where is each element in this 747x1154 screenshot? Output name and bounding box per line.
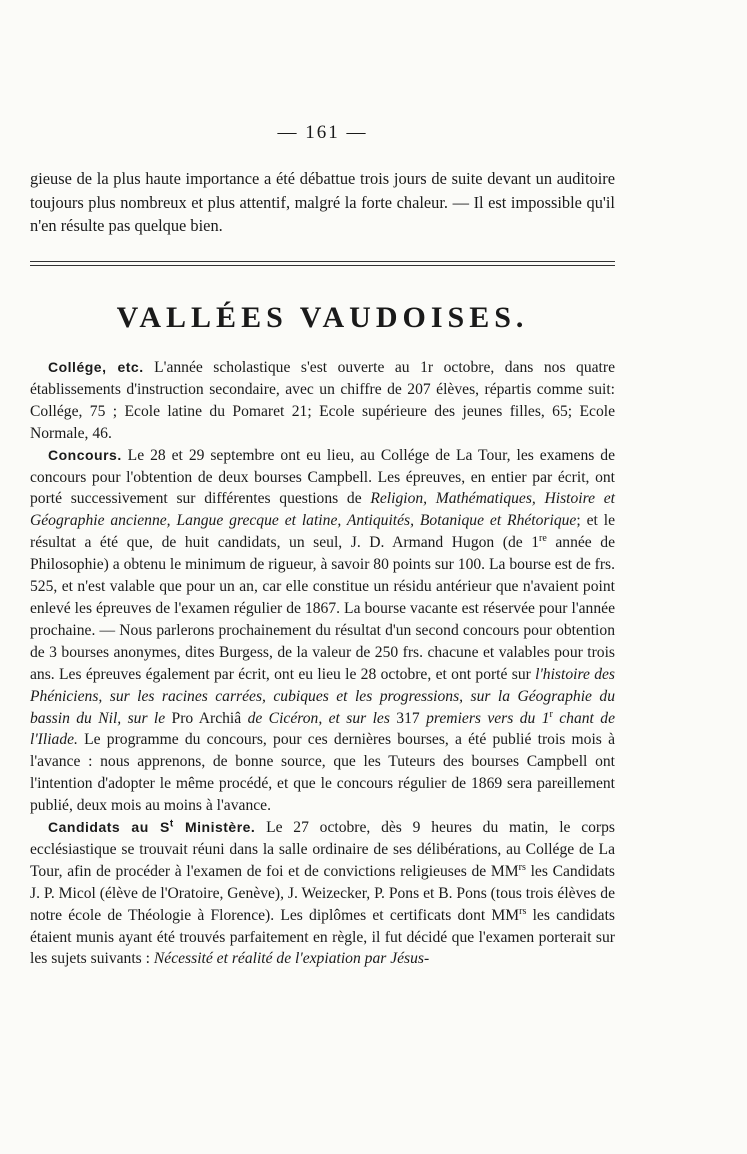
carryover-text: gieuse de la plus haute importance a été débattue trois jours de suite devant un auditoire toujours plus nombreux et plus attentif, malgré la forte chaleur. — Il est impossible qu'il n'en résulte pas quelque bien. (30, 169, 615, 235)
divider-line-bottom (30, 265, 615, 266)
candidats-italic-1: Nécessité et réalité de l'expiation par Jésus- (153, 950, 430, 968)
candidats-heading-sup: t (169, 818, 174, 830)
run-in-heading-concours: Concours. (48, 446, 122, 463)
concours-text-4: Pro Archiâ (165, 709, 248, 727)
concours-text-3: année de Philosophie) a obtenu le minimum de rigueur, à savoir 80 points sur 100. La bourse est de frs. 525, et n'est valable que pour un an, car elle constitue un résidu antérieur que n'avaient point enlevé les épreuves de l'examen régulier de 1867. La bourse vacante est réservée pour l'année prochaine. — Nous parlerons prochainement du résultat d'un second concours pour obtention de 3 bourses anonymes, dites Burgess, de la valeur de 250 frs. chacune et valables pour trois ans. Les épreuves également par écrit, ont eu lieu le 28 octobre, et ont porté sur (30, 534, 615, 683)
concours-italic-5: chant de l'Iliade. (30, 709, 615, 749)
candidats-heading-b: Ministère. (173, 819, 256, 836)
candidats-text-1: Le 27 octobre, dès 9 heures du matin, le corps ecclésiastique se trouvait réuni dans la salle ordinaire de ses délibérations, au Collége de La Tour, afin de procéder à l'examen de foi et de convictions religieuses de MM (30, 819, 615, 880)
paragraph-college (30, 357, 615, 445)
carryover-paragraph (30, 167, 615, 238)
candidats-sup-1: rs (518, 861, 526, 873)
concours-sup-1: re (539, 533, 547, 545)
concours-text-2: ; et le résultat a été que, de huit candidats, un seul, J. D. Armand Hugon (de 1 (30, 512, 615, 552)
concours-italic-4: premiers vers du 1 (426, 709, 550, 727)
concours-subjects: Religion, Mathématiques, Histoire et Géographie ancienne, Langue grecque et latine, Antiquités, Botanique et Rhétorique (30, 490, 615, 530)
run-in-heading-college: Collége, etc. (48, 359, 144, 375)
concours-topics: l'histoire des Phéniciens, sur les racines carrées, cubiques et les progressions, sur la Géographie du bassin du Nil, sur le (30, 665, 615, 727)
section-divider (30, 261, 615, 266)
paragraph-concours (30, 445, 615, 817)
concours-text-1: Le 28 et 29 septembre ont eu lieu, au Collége de La Tour, les examens de concours pour l'obtention de deux bourses Campbell. Les épreuves, en entier par écrit, ont porté successivement sur différentes questions de (30, 446, 615, 508)
section-title: VALLÉES VAUDOISES. (116, 301, 529, 334)
run-in-heading-candidats (48, 819, 255, 835)
page-number: — 161 — (277, 122, 368, 143)
candidats-sup-2: rs (519, 905, 527, 917)
paragraph-candidats (30, 817, 615, 970)
concours-italic-3: de Cicéron, et sur les (247, 709, 390, 727)
divider-line-top (30, 261, 615, 262)
candidats-heading-a: Candidats au S (48, 819, 170, 836)
candidats-text-2: les Candidats J. P. Micol (élève de l'Oratoire, Genève), J. Weizecker, P. Pons et B. Pons (tous trois élèves de notre école de Théologie à Florence). Les diplômes et certificats dont MM (30, 862, 615, 924)
candidats-text-3: les candidats étaient munis ayant été trouvés parfaitement en règle, il fut décidé que l'examen porterait sur les sujets suivants : (30, 906, 615, 968)
concours-sup-2: r (549, 708, 553, 720)
paragraph-college-text: L'année scholastique s'est ouverte au 1r octobre, dans nos quatre établissements d'instruction secondaire, avec un chiffre de 207 élèves, répartis comme suit: Collége, 75 ; Ecole latine du Pomaret 21; Ecole supérieure des jeunes filles, 65; Ecole Normale, 46. (30, 359, 616, 442)
concours-text-5: 317 (389, 709, 427, 727)
article-body (30, 357, 615, 970)
concours-text-6: Le programme du concours, pour ces dernières bourses, a été publié trois mois à l'avance : nous apprenons, de bonne source, que les Tuteurs des bourses Campbell ont l'intention d'adopter le même procédé, et que le concours régulier de 1869 sera pareillement publié, deux mois au moins à l'avance. (30, 731, 615, 815)
